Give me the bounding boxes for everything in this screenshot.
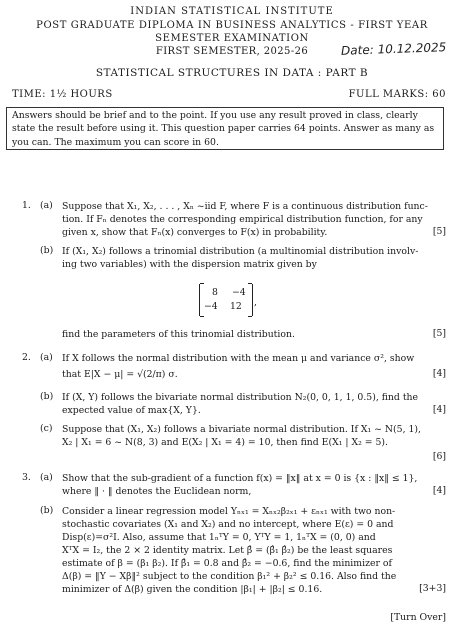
time-allowed: TIME: 1½ HOURS xyxy=(12,89,113,100)
semester-title: FIRST SEMESTER, 2025-26 xyxy=(155,46,309,57)
question-1a-line3: given x, show that Fₙ(x) converges to F(x) in probability. xyxy=(62,227,328,238)
question-2c-line1: Suppose that (X₁, X₂) follows a bivariate normal distribution. If X₁ ~ N(5, 1), xyxy=(62,424,421,435)
question-2b-mark: [4] xyxy=(432,404,446,415)
course-title: STATISTICAL STRUCTURES IN DATA : PART B xyxy=(95,67,369,79)
question-3-number: 3. xyxy=(22,472,31,483)
question-3a-label: (a) xyxy=(40,472,53,483)
question-3b-line3: Disp(ε)=σ²I. Also, assume that 1ₙᵀY = 0, YᵀY = 1, 1ₙᵀX = (0, 0) and xyxy=(62,532,376,543)
question-1a-line2: tion. If Fₙ denotes the corresponding empirical distribution function, for any xyxy=(62,214,423,225)
question-3a-line2: where ‖ · ‖ denotes the Euclidean norm, xyxy=(62,486,252,497)
full-marks: FULL MARKS: 60 xyxy=(348,89,446,100)
institute-name: INDIAN STATISTICAL INSTITUTE xyxy=(130,6,334,17)
question-1b-line1: If (X₁, X₂) follows a trinomial distribution (a multinomial distribution involv- xyxy=(62,246,419,257)
instructions-box: Answers should be brief and to the point. If you use any result proved in class, clearly state the result before using it. This question paper carries 64 points. Answer as many as you can. The maximum you can score in 60. xyxy=(6,107,444,150)
question-1b-line2: ing two variables) with the dispersion matrix given by xyxy=(62,259,317,270)
question-3b-line6: Δ(β) = ‖Y − Xβ‖² subject to the condition β₁² + β₂² ≤ 0.16. Also find the xyxy=(62,571,397,582)
question-3b-line7: minimizer of Δ(β) given the condition |β₁| + |β₂| ≤ 0.16. xyxy=(62,584,323,595)
question-2c-mark: [6] xyxy=(432,451,446,462)
question-3a-line1: Show that the sub-gradient of a function f(x) = ‖x‖ at x = 0 is {x : ‖x‖ ≤ 1}, xyxy=(62,473,418,484)
handwritten-date: Date: 10.12.2025 xyxy=(340,40,447,58)
matrix-cell-12: −4 xyxy=(232,287,246,298)
question-3b-label: (b) xyxy=(40,505,54,516)
program-title: POST GRADUATE DIPLOMA IN BUSINESS ANALYTICS - FIRST YEAR xyxy=(36,20,428,31)
question-2c-label: (c) xyxy=(40,423,53,434)
question-3b-line5: estimate of β = (β₁ β₂). If β̂₁ = 0.8 and β̂₂ = −0.6, find the minimizer of xyxy=(62,558,392,569)
question-2a-label: (a) xyxy=(40,352,53,363)
exam-title: SEMESTER EXAMINATION xyxy=(155,33,309,44)
question-1b-label: (b) xyxy=(40,245,54,256)
question-1a-line1: Suppose that X₁, X₂, . . . , Xₙ ~iid F, where F is a continuous distribution func- xyxy=(62,201,428,212)
matrix-cell-22: 12 xyxy=(230,301,242,312)
question-1b-mark: [5] xyxy=(432,328,446,339)
question-1a-label: (a) xyxy=(40,200,53,211)
question-1a-mark: [5] xyxy=(432,226,446,237)
question-2b-line2: expected value of max{X, Y}. xyxy=(62,405,201,416)
question-2b-line1: If (X, Y) follows the bivariate normal distribution N₂(0, 0, 1, 1, 0.5), find the xyxy=(62,392,419,403)
question-3b-line4: XᵀX = I₂, the 2 × 2 identity matrix. Let β̂ = (β̂₁ β̂₂) be the least squares xyxy=(62,545,393,556)
question-2a-line1: If X follows the normal distribution with the mean μ and variance σ², show xyxy=(62,353,415,364)
turn-over-note: [Turn Over] xyxy=(390,612,446,623)
question-1b-line3: find the parameters of this trinomial distribution. xyxy=(62,329,295,340)
matrix-cell-11: 8 xyxy=(212,287,218,298)
question-3a-mark: [4] xyxy=(432,485,446,496)
question-2-number: 2. xyxy=(22,352,31,363)
question-2c-line2: X₂ | X₁ = 6 ~ N(8, 3) and E(X₂ | X₁ = 4) = 10, then find E(X₁ | X₂ = 5). xyxy=(62,437,389,448)
dispersion-matrix xyxy=(199,284,253,316)
question-3b-line2: stochastic covariates (X₁ and X₂) and no intercept, where E(ε) = 0 and xyxy=(62,519,394,530)
question-3b-mark: [3+3] xyxy=(419,583,446,594)
question-2b-label: (b) xyxy=(40,391,54,402)
matrix-cell-21: −4 xyxy=(204,301,218,312)
question-2a-mark: [4] xyxy=(432,368,446,379)
exam-page: INDIAN STATISTICAL INSTITUTE POST GRADUATE DIPLOMA IN BUSINESS ANALYTICS - FIRST YEAR SEMESTER EXAMINATION FIRST SEMESTER, 2025-26 Date: 10.12.2025 STATISTICAL STRUCTURES IN DATA : PART B TIME: 1½ HOURS FULL MARKS: 60 Answers should be brief and to the point. If you use any result proved in class, clearly state the result before using it. This question paper carries 64 points. Answer as many as you can. The maximum you can score in 60. 1. (a) Suppose that X₁, X₂, . . . , Xₙ ~iid F, where F is a continuous distribution func- tion. If Fₙ denotes the corresponding empirical distribution function, for any given x, show that Fₙ(x) converges to F(x) in probability. [5] (b) If (X₁, X₂) follows a trinomial distribution (a multinomial distribution involv- ing two variables) with the dispersion matrix given by 8 −4 −4 12 , find the parameters of this trinomial distribution. [5] 2. (a) If X follows the normal distribution with the mean μ and variance σ², show that E|X − μ| = √(2/π) σ. [4] (b) If (X, Y) follows the bivariate normal distribution N₂(0, 0, 1, 1, 0.5), find the expected value of max{X, Y}. [4] (c) Suppose that (X₁, X₂) follows a bivariate normal distribution. If X₁ ~ N(5, 1), X₂ | X₁ = 6 ~ N(8, 3) and E(X₂ | X₁ = 4) = 10, then find E(X₁ | X₂ = 5). [6] 3. (a) Show that the sub-gradient of a function f(x) = ‖x‖ at x = 0 is {x : ‖x‖ ≤ 1}, where ‖ · ‖ denotes the Euclidean norm, [4] (b) Consider a linear regression model Yₙₓ₁ = Xₙₓ₂β₂ₓ₁ + εₙₓ₁ with two non- stochastic covariates (X₁ and X₂) and no intercept, where E(ε) = 0 and Disp(ε)=σ²I. Also, assume that 1ₙᵀY = 0, YᵀY = 1, 1ₙᵀX = (0, 0) and XᵀX = I₂, the 2 × 2 identity matrix. Let β̂ = (β̂₁ β̂₂) be the least squares estimate of β = (β₁ β₂). If β̂₁ = 0.8 and β̂₂ = −0.6, find the minimizer of Δ(β) = ‖Y − Xβ‖² subject to the condition β₁² + β₂² ≤ 0.16. Also find the minimizer of Δ(β) given the condition |β₁| + |β₂| ≤ 0.16. [3+3] [Turn Over] xyxy=(0,0,464,634)
question-2a-line2: that E|X − μ| = √(2/π) σ. xyxy=(62,369,178,380)
question-1-number: 1. xyxy=(22,200,31,211)
question-3b-line1: Consider a linear regression model Yₙₓ₁ = Xₙₓ₂β₂ₓ₁ + εₙₓ₁ with two non- xyxy=(62,506,396,517)
